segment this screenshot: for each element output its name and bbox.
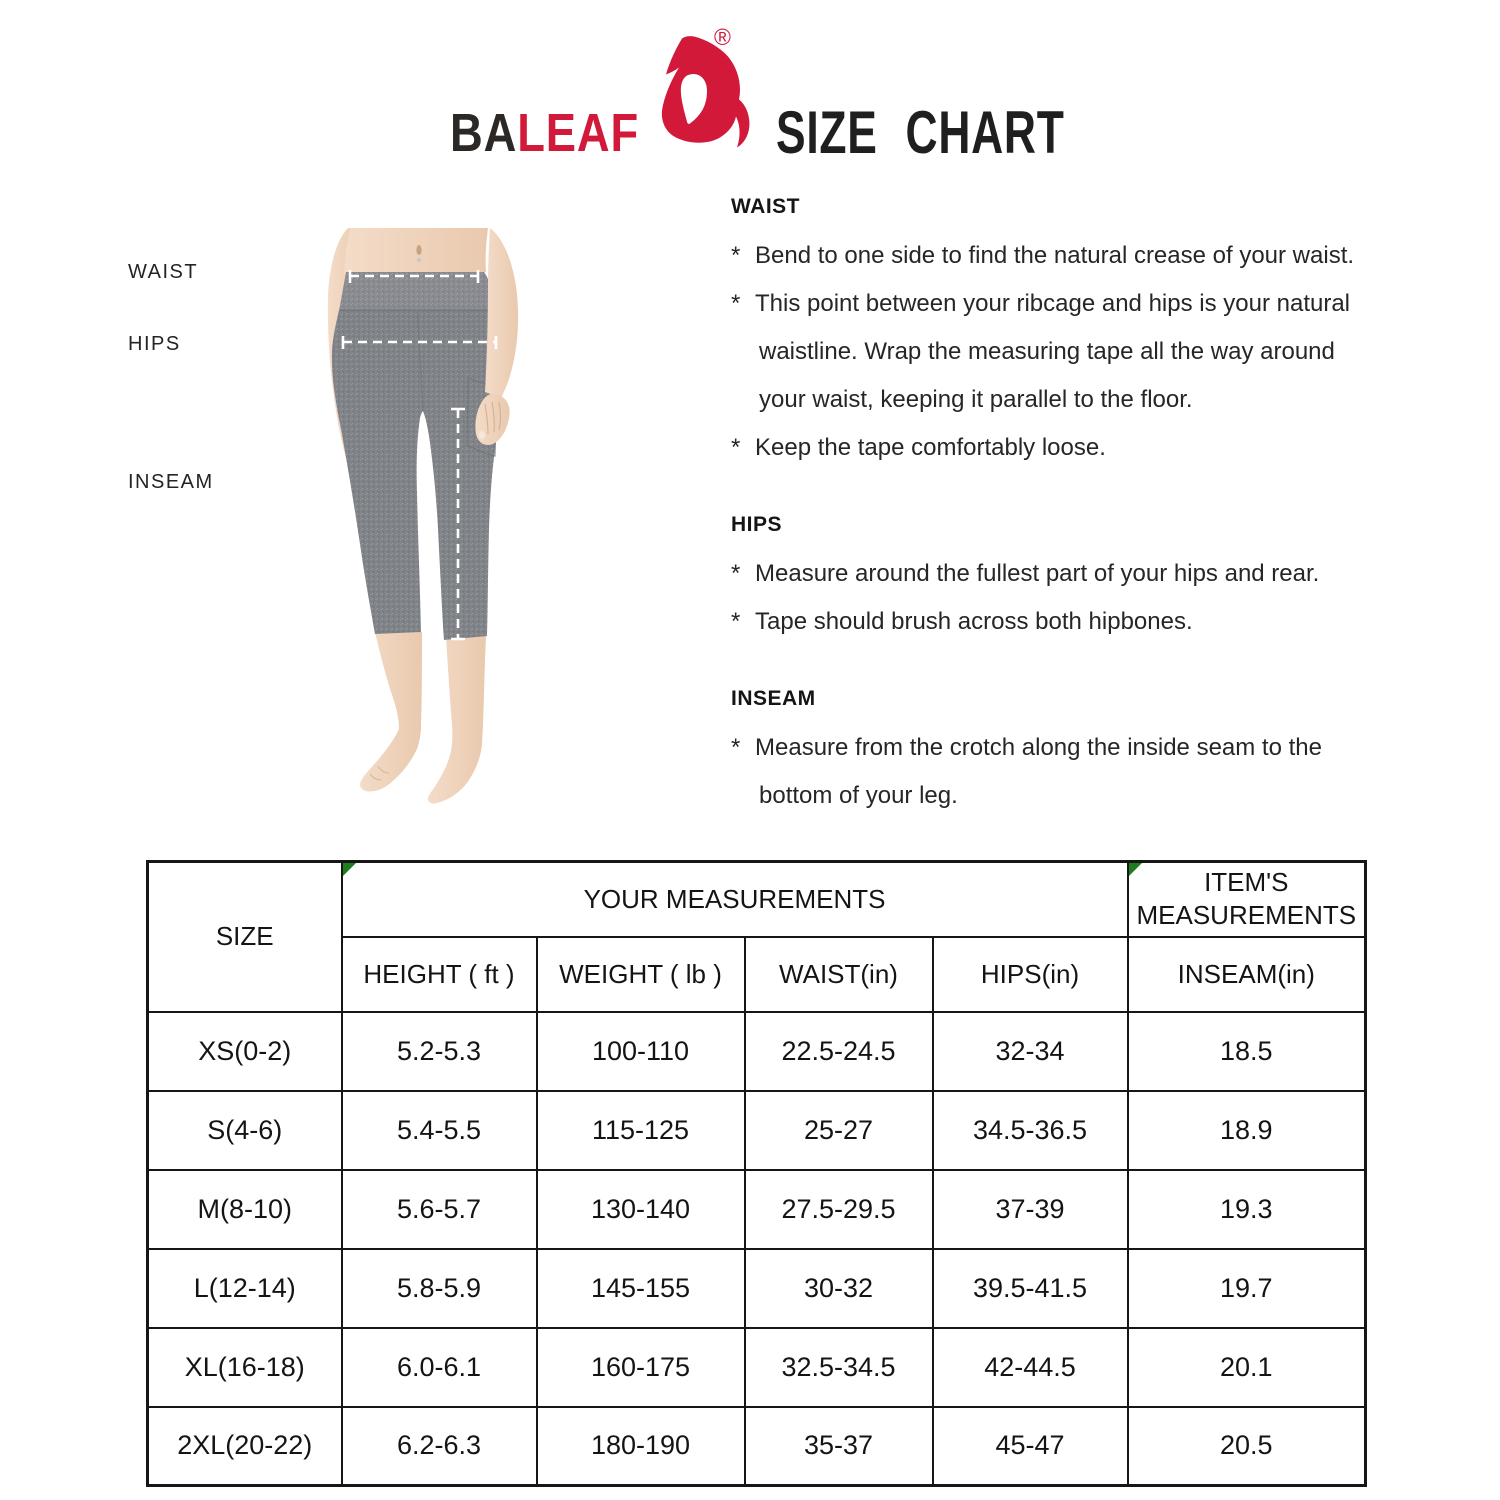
measurement-cell: 20.1: [1128, 1328, 1366, 1407]
instruction-line: * This point between your ribcage and hips is your natural: [731, 280, 1441, 328]
model-torso: [344, 228, 488, 274]
measurement-cell: 27.5-29.5: [745, 1170, 933, 1249]
measurement-cell: 5.8-5.9: [342, 1249, 537, 1328]
col-header-size: SIZE: [148, 862, 342, 1012]
size-cell: 2XL(20-22): [148, 1407, 342, 1486]
figure-label-hips: HIPS: [128, 333, 181, 355]
model-back-lower-leg: [428, 636, 486, 804]
size-row: [148, 1012, 1366, 1091]
bullet-marker: *: [731, 242, 741, 269]
instruction-heading: WAIST: [731, 195, 800, 218]
measurement-cell: 6.0-6.1: [342, 1328, 537, 1407]
measurement-cell: 115-125: [537, 1091, 745, 1170]
measurement-cell: 22.5-24.5: [745, 1012, 933, 1091]
measurement-cell: 37-39: [933, 1170, 1128, 1249]
bullet-marker: *: [731, 434, 741, 461]
registered-mark: ®: [714, 24, 731, 50]
measurement-cell: 39.5-41.5: [933, 1249, 1128, 1328]
measurement-cell: 32.5-34.5: [745, 1328, 933, 1407]
measurement-cell: 5.6-5.7: [342, 1170, 537, 1249]
size-cell: XL(16-18): [148, 1328, 342, 1407]
measurement-cell: 6.2-6.3: [342, 1407, 537, 1486]
measurement-cell: 42-44.5: [933, 1328, 1128, 1407]
instruction-heading: INSEAM: [731, 687, 816, 710]
brand-wordmark: [450, 102, 639, 164]
measurement-cell: 100-110: [537, 1012, 745, 1091]
measurement-cell: 18.9: [1128, 1091, 1366, 1170]
size-cell: S(4-6): [148, 1091, 342, 1170]
instruction-line: your waist, keeping it parallel to the floor.: [759, 386, 1193, 413]
measurement-cell: 160-175: [537, 1328, 745, 1407]
col-header-weight: WEIGHT ( lb ): [537, 937, 745, 1012]
cell-corner-marker: [1129, 863, 1142, 876]
cell-corner-marker: [343, 863, 356, 876]
instruction-line: * Keep the tape comfortably loose.: [731, 424, 1441, 472]
measurement-cell: 32-34: [933, 1012, 1128, 1091]
size-table-body: [148, 1012, 1366, 1486]
measurement-cell: 19.3: [1128, 1170, 1366, 1249]
items-measurements-label: ITEM'S MEASUREMENTS: [1136, 867, 1357, 931]
measurement-cell: 25-27: [745, 1091, 933, 1170]
size-cell: L(12-14): [148, 1249, 342, 1328]
col-header-inseam: INSEAM(in): [1128, 937, 1366, 1012]
measurement-cell: 5.4-5.5: [342, 1091, 537, 1170]
col-header-hips: HIPS(in): [933, 937, 1128, 1012]
col-header-waist: WAIST(in): [745, 937, 933, 1012]
instruction-line: waistline. Wrap the measuring tape all the way around: [759, 338, 1335, 365]
instruction-line: bottom of your leg.: [759, 782, 958, 809]
size-chart-table: [146, 860, 1367, 1487]
page-title: SIZE CHART: [776, 99, 1065, 166]
measurement-cell: 145-155: [537, 1249, 745, 1328]
size-row: [148, 1249, 1366, 1328]
measurement-instructions: [731, 190, 1441, 856]
instruction-line: * Measure from the crotch along the inside seam to the: [731, 724, 1441, 772]
measurement-cell: 5.2-5.3: [342, 1012, 537, 1091]
measurement-cell: 130-140: [537, 1170, 745, 1249]
instruction-line: * Bend to one side to find the natural crease of your waist.: [731, 232, 1441, 280]
model-photo: [320, 228, 580, 808]
measurement-cell: 45-47: [933, 1407, 1128, 1486]
your-measurements-label: YOUR MEASUREMENTS: [583, 883, 886, 914]
table-header-row-1: [148, 862, 1366, 937]
model-waistband: [340, 272, 495, 310]
model-front-lower-leg: [360, 632, 422, 792]
bullet-marker: *: [731, 734, 741, 761]
instruction-section: [731, 190, 1441, 472]
size-cell: XS(0-2): [148, 1012, 342, 1091]
size-cell: M(8-10): [148, 1170, 342, 1249]
size-row: [148, 1407, 1366, 1486]
measurement-cell: 19.7: [1128, 1249, 1366, 1328]
measurement-cell: 34.5-36.5: [933, 1091, 1128, 1170]
instruction-line: * Measure around the fullest part of your hips and rear.: [731, 550, 1441, 598]
measurement-cell: 18.5: [1128, 1012, 1366, 1091]
measurement-cell: 180-190: [537, 1407, 745, 1486]
size-row: [148, 1328, 1366, 1407]
bullet-marker: *: [731, 560, 741, 587]
brand-wordmark-dark: BA: [450, 103, 518, 163]
measurement-cell: 35-37: [745, 1407, 933, 1486]
col-header-height: HEIGHT ( ft ): [342, 937, 537, 1012]
instruction-heading: HIPS: [731, 513, 783, 536]
model-navel: [416, 245, 421, 255]
col-header-your-measurements: [342, 862, 1128, 937]
measurement-cell: 30-32: [745, 1249, 933, 1328]
col-header-items-measurements: [1128, 862, 1366, 937]
bullet-marker: *: [731, 290, 741, 317]
figure-label-waist: WAIST: [128, 261, 199, 283]
instruction-section: [731, 682, 1441, 820]
instruction-section: [731, 508, 1441, 646]
brand-wordmark-red: LEAF: [517, 103, 639, 163]
brand-leaf-icon: [646, 30, 752, 154]
size-row: [148, 1170, 1366, 1249]
size-row: [148, 1091, 1366, 1170]
model-arm-front: [485, 228, 518, 398]
figure-label-inseam: INSEAM: [128, 471, 214, 493]
measurement-cell: 20.5: [1128, 1407, 1366, 1486]
instruction-line: * Tape should brush across both hipbones.: [731, 598, 1441, 646]
bullet-marker: *: [731, 608, 741, 635]
